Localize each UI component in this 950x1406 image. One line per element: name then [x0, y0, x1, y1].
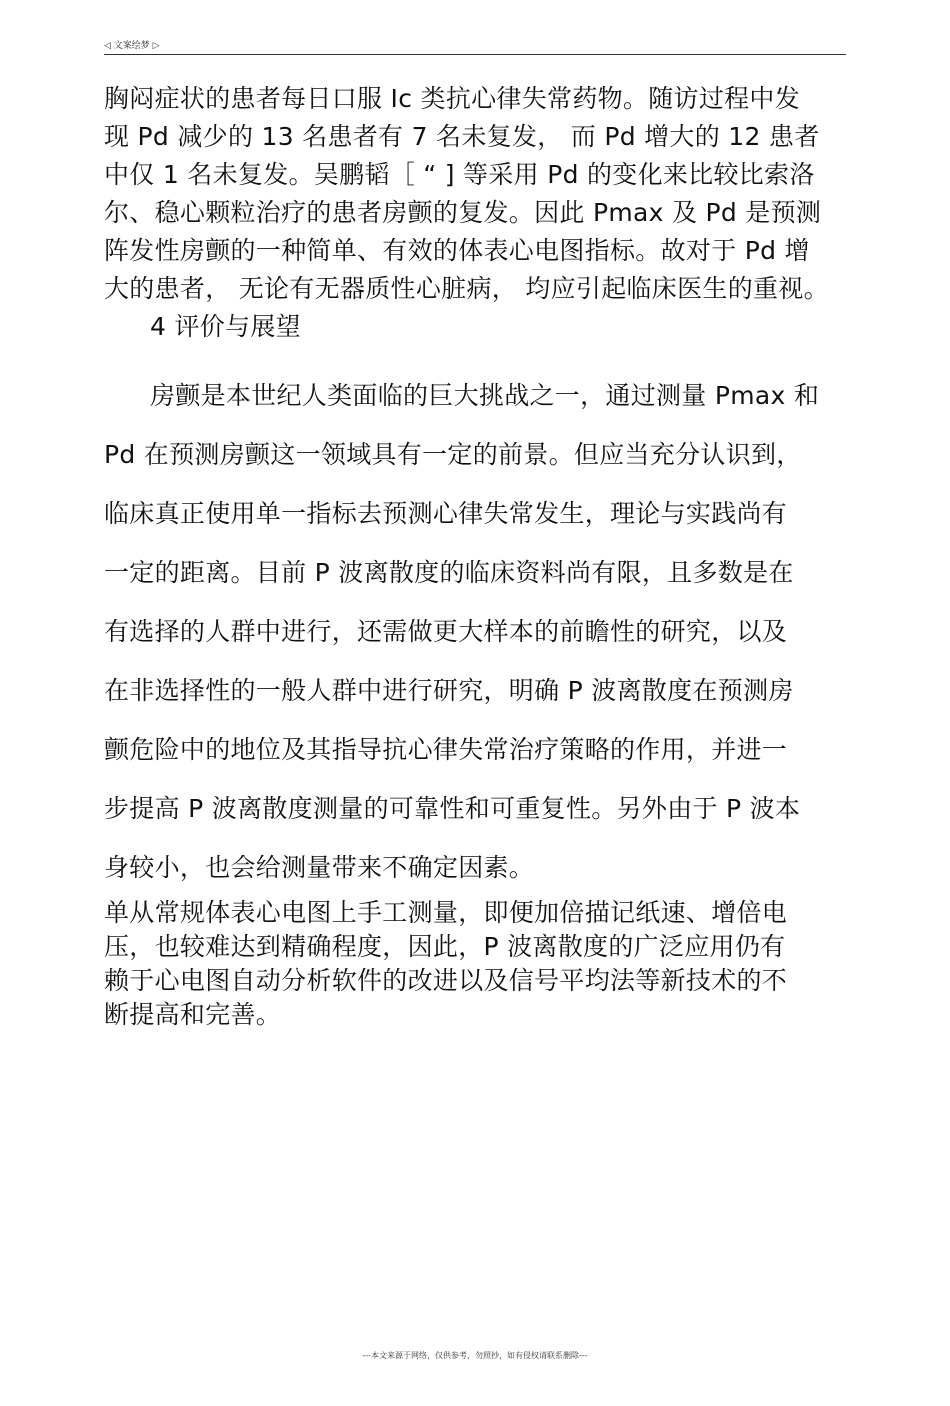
body-paragraph-2: 房颤是本世纪人类面临的巨大挑战之一，通过测量 Pmax 和 Pd 在预测房颤这一领域具有一定的前景。但应当充分认识到， 临床真正使用单一指标去预测心律失常发生，理论与实践尚有 一定的距离。目前 P 波离散度的临床资料尚有限，且多数是在 有选择的人群中进行，还需做更大样本的前瞻性的研究，以及 在非选择性的一般人群中进行研究，明确 P 波离散度在预测房 颤危险中的地位及其指导抗心律失常治疗策略的作用，并进一 步提高 P 波离散度测量的可靠性和可重复性。另外由于 P 波本 身较小，也会给测量带来不确定因素。	[104, 381, 820, 882]
page-footer: ---本文来源于网络，仅供参考，勿照抄，如有侵权请联系删除---	[362, 1351, 588, 1360]
page-header	[104, 40, 846, 55]
body-paragraph-3: 单从常规体表心电图上手工测量，即便加倍描记纸速、增倍电 压，也较难达到精确程度，因此，P 波离散度的广泛应用仍有 赖于心电图自动分析软件的改进以及信号平均法等新技术的不 断提高和完善。	[104, 898, 788, 1029]
section-heading: 4 评价与展望	[150, 312, 301, 341]
body-paragraph-1: 胸闷症状的患者每日口服 Ic 类抗心律失常药物。随访过程中发 现 Pd 减少的 13 名患者有 7 名未复发， 而 Pd 增大的 12 患者 中仅 1 名未复发。吴鹏韬［ “ ] 等采用 Pd 的变化来比较比索洛 尔、稳心颗粒治疗的患者房颤的复发。因此 Pmax 及 Pd 是预测 阵发性房颤的一种简单、有效的体表心电图指标。故对于 Pd 增 大的患者， 无论有无器质性心脏病， 均应引起临床医生的重视。	[104, 84, 829, 303]
header-label: ◁ 文案绘梦 ▷	[104, 41, 160, 51]
